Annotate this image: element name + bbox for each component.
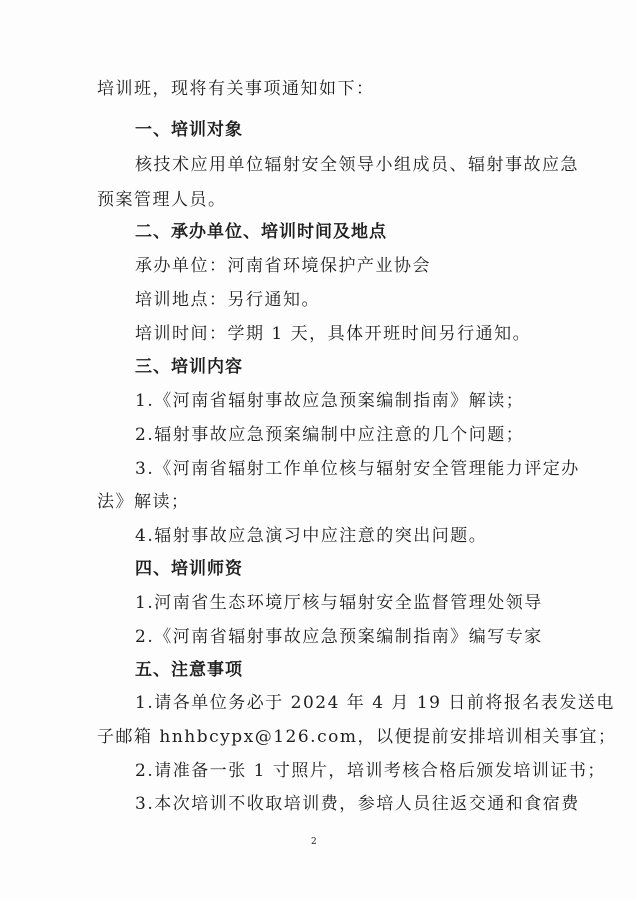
list-item: 1.请各单位务必于 2024 年 4 月 19 日前将报名表发送电 xyxy=(135,693,615,713)
section-heading-4: 四、培训师资 xyxy=(135,559,243,579)
paragraph-line: 核技术应用单位辐射安全领导小组成员、辐射事故应急 xyxy=(135,155,579,175)
list-item-continuation: 法》解读； xyxy=(97,492,190,512)
list-item: 1.河南省生态环境厅核与辐射安全监督管理处领导 xyxy=(135,593,543,613)
section-heading-1: 一、培训对象 xyxy=(135,120,243,140)
section-heading-5: 五、注意事项 xyxy=(135,660,243,680)
list-item: 2.请准备一张 1 寸照片，培训考核合格后颁发培训证书； xyxy=(135,761,606,781)
paragraph-line: 承办单位：河南省环境保护产业协会 xyxy=(135,256,431,276)
list-item: 2.《河南省辐射事故应急预案编制指南》编写专家 xyxy=(135,627,543,647)
section-heading-2: 二、承办单位、培训时间及地点 xyxy=(135,222,387,242)
paragraph-line: 培训时间：学期 1 天，具体开班时间另行通知。 xyxy=(135,324,532,344)
intro-line: 培训班，现将有关事项通知如下： xyxy=(97,79,375,99)
page-number: 2 xyxy=(311,837,317,847)
section-heading-3: 三、培训内容 xyxy=(135,357,243,377)
paragraph-line: 预案管理人员。 xyxy=(97,190,227,210)
list-item-continuation: 子邮箱 hnhbcypx@126.com，以便提前安排培训相关事宜； xyxy=(97,727,617,747)
list-item: 1.《河南省辐射事故应急预案编制指南》解读； xyxy=(135,391,525,411)
list-item: 3.本次培训不收取培训费，参培人员往返交通和食宿费 xyxy=(135,794,580,814)
paragraph-line: 培训地点：另行通知。 xyxy=(135,290,320,310)
list-item: 4.辐射事故应急演习中应注意的突出问题。 xyxy=(135,526,488,546)
list-item: 3.《河南省辐射工作单位核与辐射安全管理能力评定办 xyxy=(135,459,580,479)
list-item: 2.辐射事故应急预案编制中应注意的几个问题； xyxy=(135,425,525,445)
